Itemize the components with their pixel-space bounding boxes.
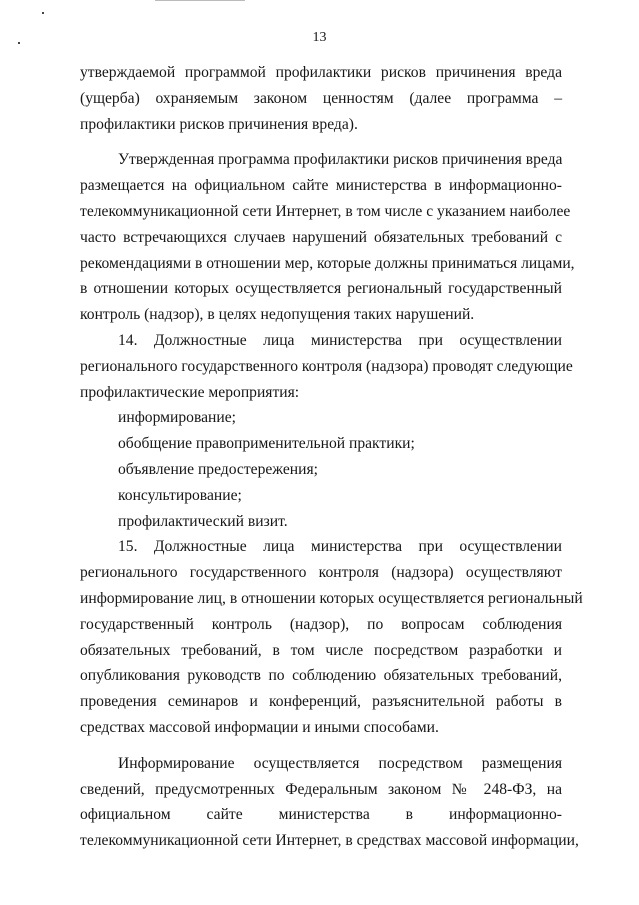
list-item: профилактический визит. [118, 512, 288, 530]
text-line: рекомендациями в отношении мер, которые должны приниматься лицами, [80, 254, 575, 272]
text-line: телекоммуникационной сети Интернет, в средствах массовой информации, [80, 832, 579, 850]
paragraph [80, 60, 562, 137]
text-line: государственный контроль (надзор), по вопросам соблюдения [80, 615, 562, 633]
text-line: сведений, предусмотренных Федеральным законом № 248-ФЗ, на [80, 780, 562, 798]
text-line: официальном сайте министерства в информационно- [80, 806, 562, 824]
text-line: телекоммуникационной сети Интернет, в том числе с указанием наиболее [80, 202, 571, 220]
text-line: Информирование осуществляется посредством размещения [118, 754, 562, 772]
scan-artifact [155, 0, 245, 1]
list-item: консультирование; [118, 486, 242, 504]
paragraph [80, 147, 575, 328]
measures-list [80, 405, 562, 534]
text-line: обязательных требований, в том числе посредством разработки и [80, 641, 562, 659]
text-line: в отношении которых осуществляется региональный государственный [80, 280, 562, 298]
text-line: опубликования руководств по соблюдению обязательных требований, [80, 667, 562, 685]
text-line: часто встречающихся случаев нарушений обязательных требований с [80, 228, 562, 246]
text-line: проведения семинаров и конференций, разъяснительной работы в [80, 693, 562, 711]
text-line: 15. Должностные лица министерства при осуществлении [118, 538, 562, 556]
text-line: профилактики рисков причинения вреда). [80, 115, 358, 133]
text-line: (ущерба) охраняемым законом ценностям (далее программа – [80, 89, 562, 107]
paragraph [80, 328, 573, 405]
paragraph [80, 751, 579, 854]
list-item: информирование; [118, 409, 236, 427]
text-line: средствах массовой информации и иными способами. [80, 718, 439, 736]
document-body [80, 60, 583, 854]
list-item: объявление предостережения; [118, 460, 318, 478]
text-line: регионального государственного контроля (надзора) осуществляют [80, 564, 562, 582]
text-line: Утвержденная программа профилактики рисков причинения вреда [118, 151, 563, 169]
paragraph [80, 534, 583, 740]
text-line: 14. Должностные лица министерства при осуществлении [118, 331, 562, 349]
text-line: регионального государственного контроля (надзора) проводят следующие [80, 357, 573, 375]
text-line: профилактические мероприятия: [80, 383, 300, 401]
scan-artifact [42, 12, 44, 14]
text-line: информирование лиц, в отношении которых осуществляется региональный [80, 589, 583, 607]
text-line: размещается на официальном сайте министерства в информационно- [80, 177, 562, 195]
text-line: контроль (надзор), в целях недопущения таких нарушений. [80, 306, 475, 324]
text-line: утверждаемой программой профилактики рисков причинения вреда [80, 64, 562, 81]
page-number: 13 [312, 30, 327, 45]
list-item: обобщение правоприменительной практики; [118, 435, 415, 453]
